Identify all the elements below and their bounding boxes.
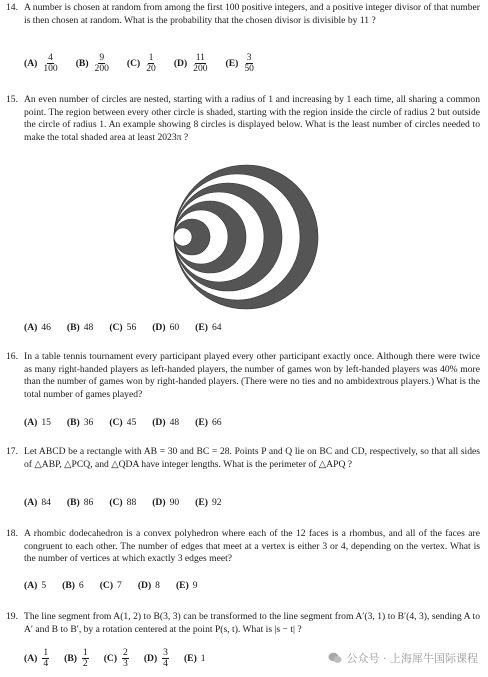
circle-radius-1 xyxy=(174,228,192,246)
nested-circles-figure xyxy=(173,164,319,310)
choice-c: (C) 7 xyxy=(99,580,122,591)
problem-number: 18. xyxy=(6,528,18,539)
problem-text: An even number of circles are nested, starting with a radius of 1 and increasing by 1 each time, all sharing a common point. The region between every other circle is shaded, starting with the region inside the circle of radius 2 but outside the circle of radius 1. An example showing 8 circles is displayed below. What is the least number of circles needed to make the total shaded area at least 2023π ? xyxy=(24,94,480,143)
problem-15 xyxy=(6,94,480,144)
choice-e: (E) 92 xyxy=(195,497,222,508)
problem-18 xyxy=(6,528,480,566)
problem-number: 17. xyxy=(6,446,18,457)
choice-a: (A) $\frac{1}{4}$ xyxy=(24,647,49,669)
choice-e: (E) 9 xyxy=(175,580,198,591)
choice-b: (B) 48 xyxy=(66,322,94,333)
choice-e: (E) 66 xyxy=(195,417,222,428)
answer-choices-14 xyxy=(24,53,272,74)
answer-choices-15 xyxy=(24,322,238,333)
choice-d: (D) 48 xyxy=(152,417,180,428)
choice-c: (C) 88 xyxy=(109,497,137,508)
choice-e: (E) 1 xyxy=(183,653,206,664)
problem-text: The line segment from A(1, 2) to B(3, 3) can be transformed to the line segment from A′(3, 1) to B′(4, 3), sending A to A′ and B to B′, by a rotation centered at the point P(s, t). What is |s − t| ? xyxy=(24,611,480,635)
problem-text: A rhombic dodecahedron is a convex polyhedron where each of the 12 faces is a rhombus, and all of the faces are congruent to each other. The number of edges that meet at a vertex is either 3 or 4, depending on the vertex. What is the number of vertices at which exactly 3 edges meet? xyxy=(24,528,480,565)
answer-choices-19 xyxy=(24,648,220,669)
choice-d: (D) 90 xyxy=(152,497,180,508)
watermark-text: 公众号 · 上海犀牛国际课程 xyxy=(346,652,478,665)
choice-a: (A) 5 xyxy=(24,580,47,591)
choice-b: (B) $\frac{1}{2}$ xyxy=(64,647,88,669)
choice-c: (C) $\frac{2}{3}$ xyxy=(103,647,128,669)
wechat-icon xyxy=(328,652,342,664)
choice-b: (B) 6 xyxy=(62,580,84,591)
answer-choices-17 xyxy=(24,497,238,508)
choice-a: (A) $\frac{4}{100}$ xyxy=(24,52,58,74)
choice-a: (A) 15 xyxy=(24,417,51,428)
problem-text: Let ABCD be a rectangle with AB = 30 and BC = 28. Points P and Q lie on BC and CD, respectively, so that all sides of △ABP, △PCQ, and △QDA have integer lengths. What is the perimeter of △APQ ? xyxy=(24,446,480,470)
problem-16 xyxy=(6,351,480,401)
choice-a: (A) 46 xyxy=(24,322,51,333)
choice-d: (D) $\frac{11}{200}$ xyxy=(173,52,208,74)
problem-14 xyxy=(6,2,480,27)
answer-choices-16 xyxy=(24,417,238,428)
problem-number: 19. xyxy=(6,611,18,622)
choice-b: (B) 36 xyxy=(66,417,94,428)
choice-c: (C) $\frac{1}{20}$ xyxy=(126,52,156,74)
choice-b: (B) 86 xyxy=(66,497,94,508)
choice-a: (A) 84 xyxy=(24,497,51,508)
answer-choices-18 xyxy=(24,580,214,591)
choice-c: (C) 45 xyxy=(109,417,137,428)
choice-e: (E) 64 xyxy=(195,322,222,333)
watermark xyxy=(328,650,479,666)
problem-text: In a table tennis tournament every participant played every other participant exactly once. Although there were twice as many right-handed players as left-handed players, the number of games won by left-handed players was 40% more than the number of games won by right-handed players. (There were no ties and no ambidextrous players.) What is the total number of games played? xyxy=(24,351,480,400)
problem-17 xyxy=(6,446,480,471)
choice-e: (E) $\frac{3}{50}$ xyxy=(225,52,254,74)
choice-b: (B) $\frac{9}{200}$ xyxy=(75,52,109,74)
problem-text: A number is chosen at random from among the first 100 positive integers, and a positive integer divisor of that number is then chosen at random. What is the probability that the chosen divisor is divisible by 11 ? xyxy=(24,2,480,26)
choice-d: (D) 60 xyxy=(152,322,180,333)
problem-number: 16. xyxy=(6,351,18,362)
problem-number: 15. xyxy=(6,94,18,105)
choice-c: (C) 56 xyxy=(109,322,137,333)
problem-number: 14. xyxy=(6,2,18,13)
choice-d: (D) $\frac{3}{4}$ xyxy=(143,647,168,669)
problem-19 xyxy=(6,611,480,636)
choice-d: (D) 8 xyxy=(137,580,160,591)
